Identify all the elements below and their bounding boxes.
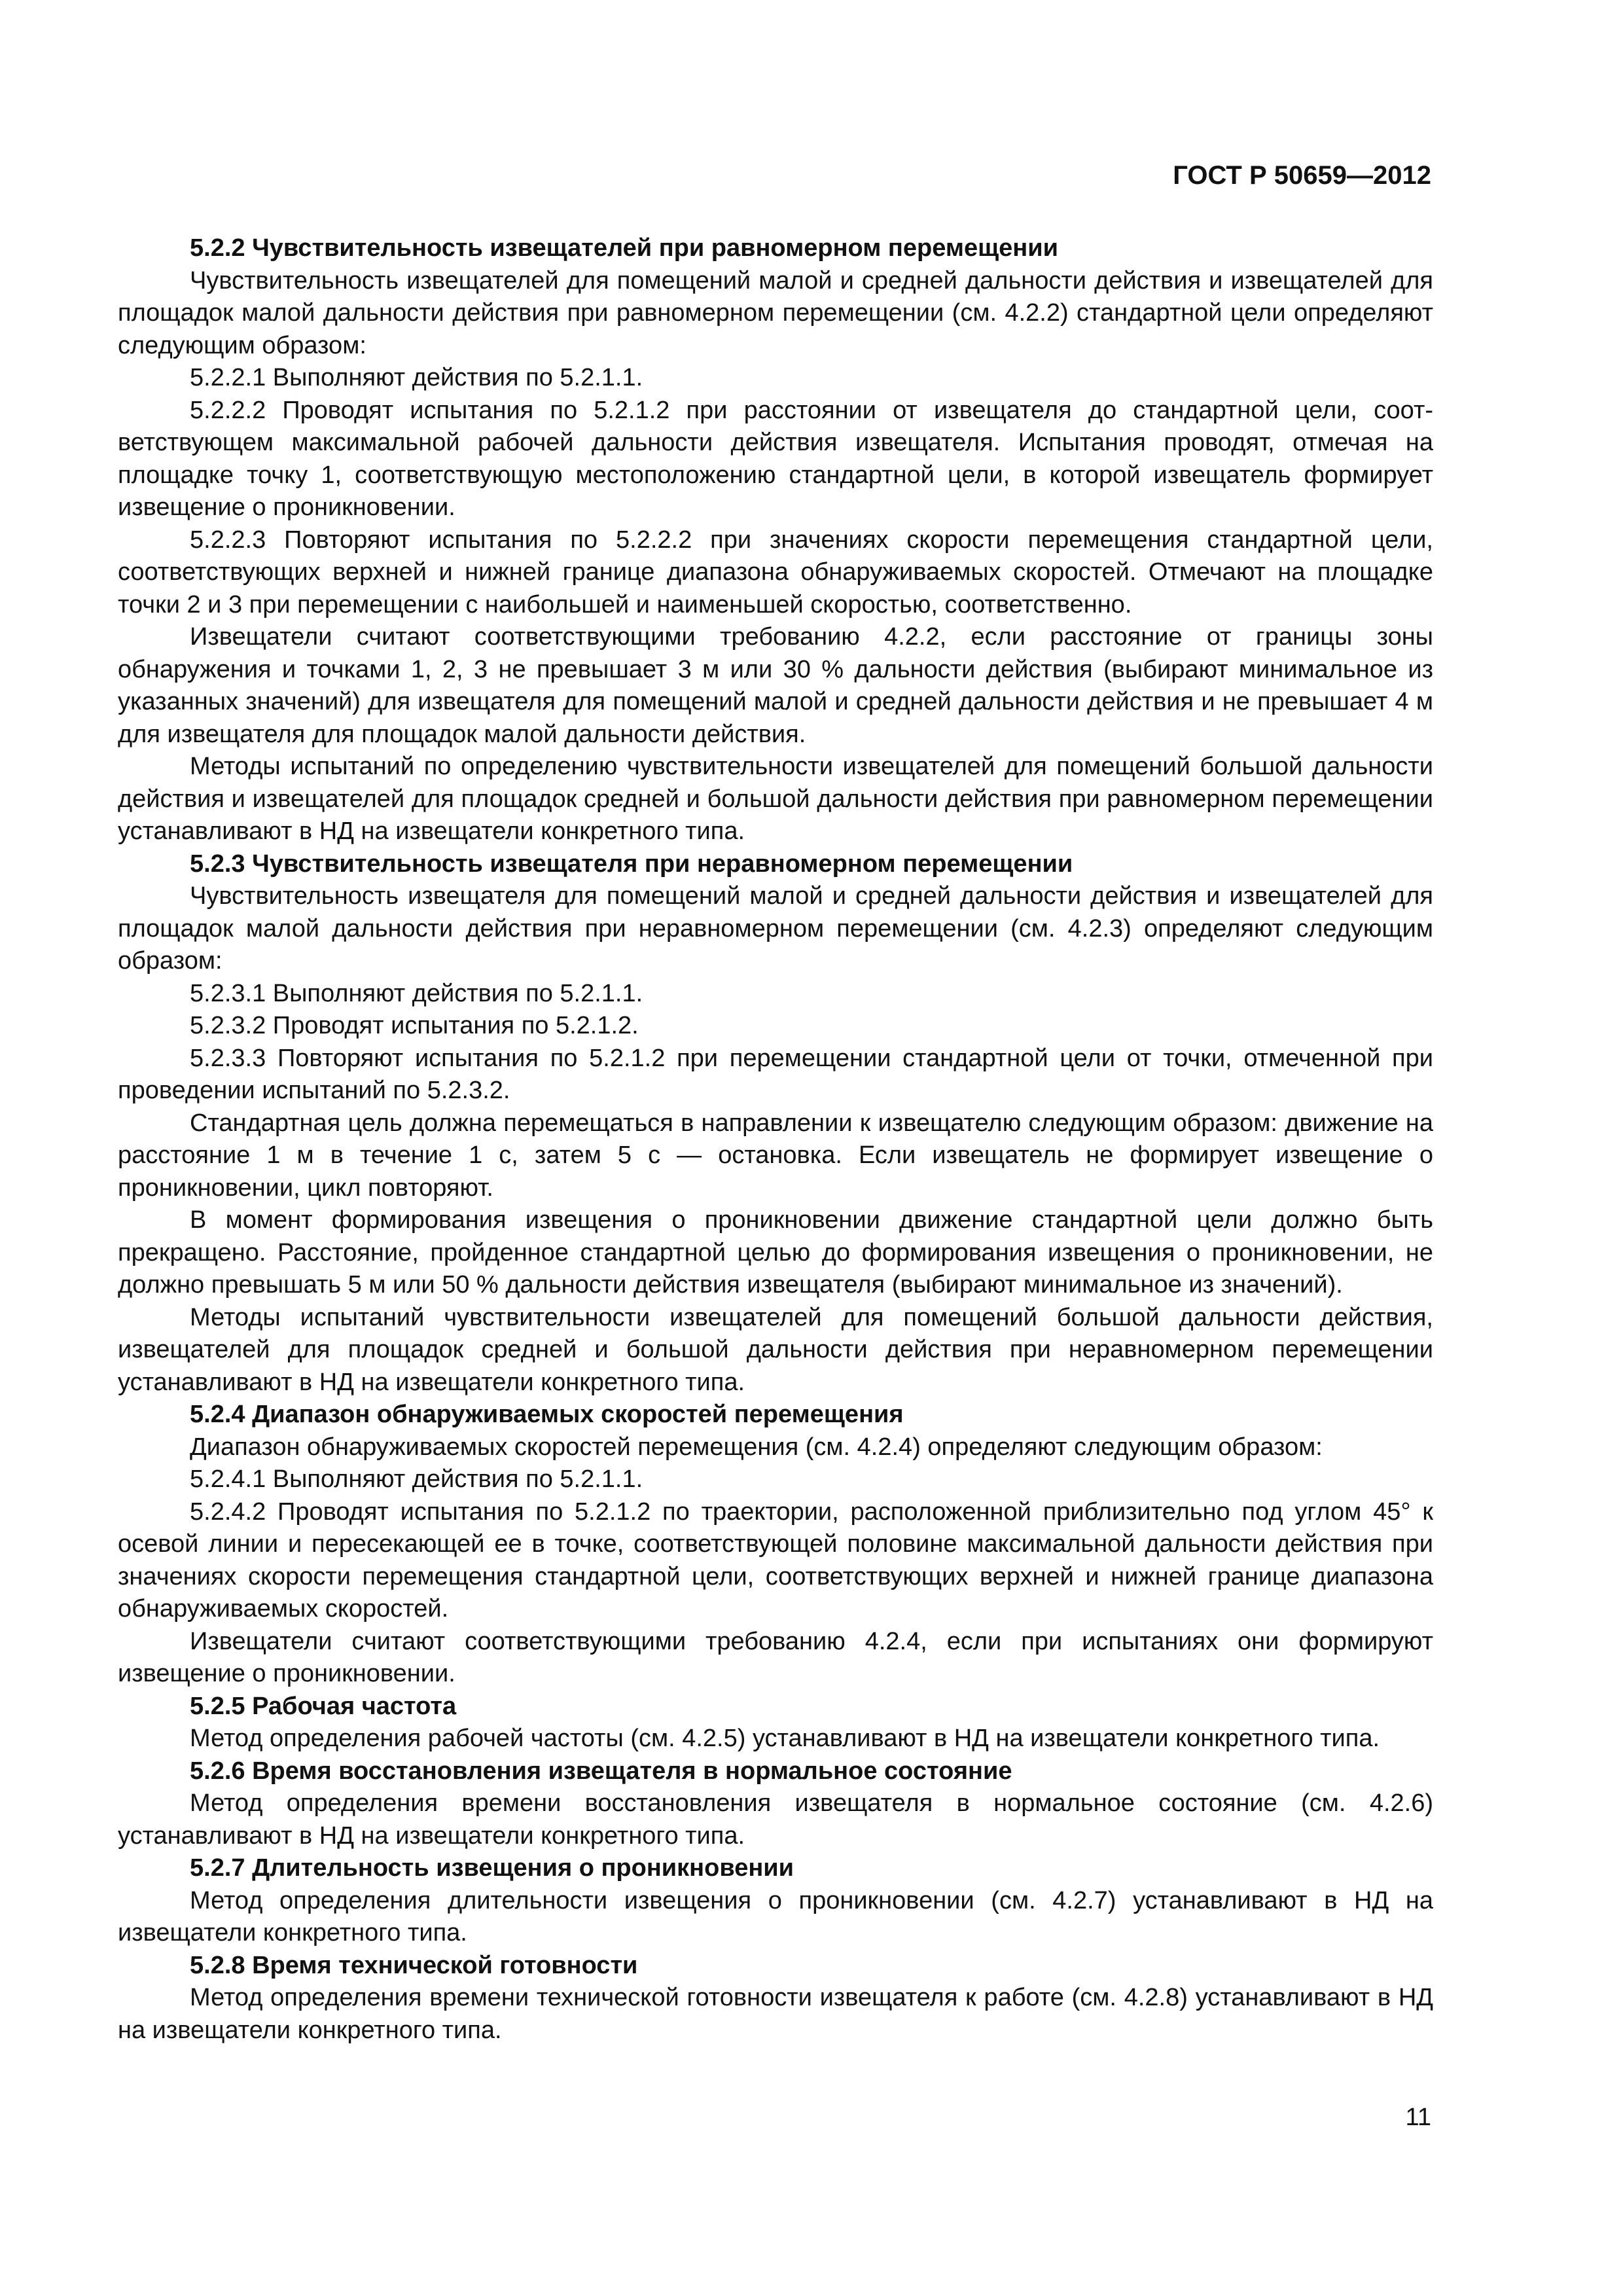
body-paragraph: 5.2.2.2 Проводят испытания по 5.2.1.2 при расстоянии от извещателя до стандартной цели, соответствующем максимальной рабочей дальности действия извещателя. Испытания проводят, отмечая на площадке точку 1, соответствующую местоположению стандартной цели, в которой извещатель формирует извещение о проникновении. bbox=[118, 396, 1433, 521]
section-heading: 5.2.2 Чувствительность извещателей при равномерном перемещении bbox=[190, 234, 1058, 262]
body-paragraph: 5.2.3.2 Проводят испытания по 5.2.1.2. bbox=[190, 1012, 639, 1039]
body-paragraph: Диапазон обнаруживаемых скоростей перемещения (см. 4.2.4) определяют следующим образом: bbox=[190, 1433, 1323, 1461]
body-paragraph: 5.2.2.3 Повторяют испытания по 5.2.2.2 при значениях скорости перемещения стандартной цели, соответствующих верхней и нижней границе диапазона обнаруживаемых скоростей. Отмечают на площадке точки 2 и 3 при перемещении с наибольшей и наименьшей скоростью, соответственно. bbox=[118, 526, 1433, 619]
body-paragraph: 5.2.4.1 Выполняют действия по 5.2.1.1. bbox=[190, 1465, 643, 1493]
body-paragraph: 5.2.2.1 Выполняют действия по 5.2.1.1. bbox=[190, 364, 643, 391]
body-paragraph: Извещатели считают соответствующими требованию 4.2.2, если расстояние от границы зоны обнаружения и точками 1, 2, 3 не превышает 3 м или 30 % дальности действия (выбирают минимальное из указанных значений) для извещателя для помещений малой и средней дальности действия и не превышает 4 м для извещателя для площадок малой дальности действия. bbox=[118, 623, 1433, 748]
section-heading: 5.2.3 Чувствительность извещателя при неравномерном перемещении bbox=[190, 850, 1073, 878]
body-paragraph: Методы испытаний чувствительности извещателей для помещений большой дальности действия, извещателей для площадок средней и большой дальности действия при неравномерном перемещении устанавливают в НД на извещатели конкретного типа. bbox=[118, 1303, 1433, 1396]
body-paragraph: Чувствительность извещателя для помещений малой и средней дальности действия и извещателей для площадок малой дальности действия при неравномерном перемещении (см. 4.2.3) определяют следующим образом: bbox=[118, 882, 1433, 975]
body-paragraph: 5.2.4.2 Проводят испытания по 5.2.1.2 по траектории, расположенной приблизительно под углом 45° к осевой линии и пересекающей ее в точке, соответствующей половине максимальной дальности действия при значениях скорости перемещения стандартной цели, соответствующих верхней и нижней границе диапазона обнаруживаемых скоростей. bbox=[118, 1498, 1433, 1623]
body-paragraph: Метод определения длительности извещения о проникновении (см. 4.2.7) устанавливают в НД на извещатели конкретного типа. bbox=[118, 1886, 1433, 1946]
standard-designation: ГОСТ Р 50659—2012 bbox=[1173, 161, 1431, 190]
body-paragraph: Стандартная цель должна перемещаться в направлении к извещателю следующим образом: движение на расстояние 1 м в течение 1 с, затем 5 с — остановка. Если извещатель не формирует извещение о проникновении, цикл повторяют. bbox=[118, 1109, 1433, 1202]
body-paragraph: Метод определения рабочей частоты (см. 4.2.5) устанавливают в НД на извещатели конкретного типа. bbox=[190, 1725, 1380, 1752]
body-paragraph: Чувствительность извещателей для помещений малой и средней дальности действия и извещателей для площадок малой дальности действия при равномерном перемещении (см. 4.2.2) стандартной цели определяют следующим образом: bbox=[118, 266, 1433, 359]
section-heading: 5.2.7 Длительность извещения о проникновении bbox=[190, 1854, 794, 1882]
body-paragraph: 5.2.3.3 Повторяют испытания по 5.2.1.2 при перемещении стандартной цели от точки, отмеченной при проведении испытаний по 5.2.3.2. bbox=[118, 1044, 1433, 1104]
body-paragraph: 5.2.3.1 Выполняют действия по 5.2.1.1. bbox=[190, 979, 643, 1007]
body-paragraph: Метод определения времени восстановления извещателя в нормальное состояние (см. 4.2.6) устанавливают в НД на извещатели конкретного типа. bbox=[118, 1789, 1433, 1850]
document-body bbox=[118, 232, 1433, 2047]
body-paragraph: Извещатели считают соответствующими требованию 4.2.4, если при испытаниях они формируют извещение о проникновении. bbox=[118, 1627, 1433, 1687]
section-heading: 5.2.5 Рабочая частота bbox=[190, 1692, 457, 1720]
section-heading: 5.2.8 Время технической готовности bbox=[190, 1951, 638, 1979]
body-paragraph: Методы испытаний по определению чувствительности извещателей для помещений большой дальности действия и извещателей для площадок средней и большой дальности действия при равномерном перемещении устанавливают в НД на извещатели конкретного типа. bbox=[118, 753, 1433, 845]
section-heading: 5.2.4 Диапазон обнаруживаемых скоростей перемещения bbox=[190, 1401, 904, 1428]
section-heading: 5.2.6 Время восстановления извещателя в нормальное состояние bbox=[190, 1757, 1012, 1785]
body-paragraph: Метод определения времени технической готовности извещателя к работе (см. 4.2.8) устанавливают в НД на извещатели конкретного типа. bbox=[118, 1984, 1433, 2044]
page-number: 11 bbox=[1405, 2104, 1431, 2131]
body-paragraph: В момент формирования извещения о проникновении движение стандартной цели должно быть прекращено. Расстояние, пройденное стандартной целью до формирования извещения о проникновении, не должно превышать 5 м или 50 % дальности действия извещателя (выбирают минимальное из значений). bbox=[118, 1206, 1433, 1299]
